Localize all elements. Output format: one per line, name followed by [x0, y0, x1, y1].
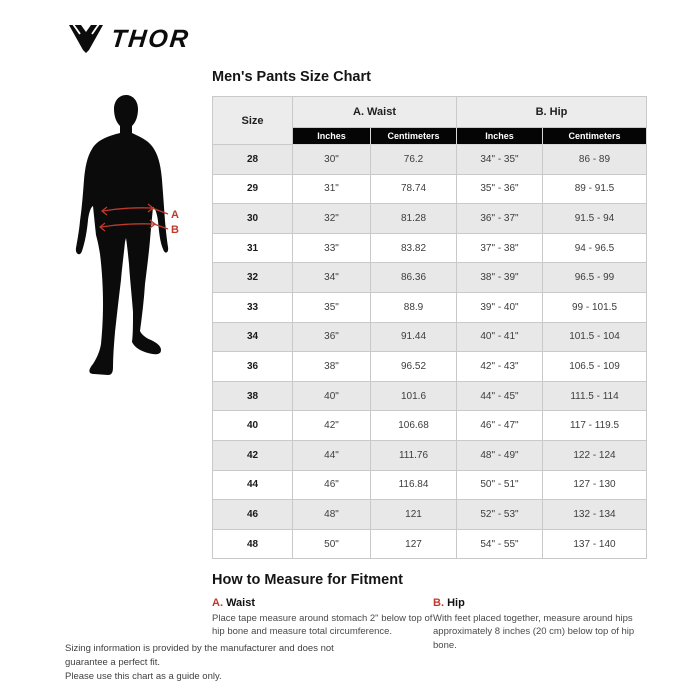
size-table-body	[213, 145, 647, 559]
waist-inches-cell: 40"	[293, 381, 371, 411]
subheader-waist-centimeters: Centimeters	[371, 128, 457, 145]
waist-cm-cell: 76.2	[371, 145, 457, 175]
hip-inches-cell: 39" - 40"	[457, 292, 543, 322]
figure-label-a: A	[171, 209, 179, 221]
hip-inches-cell: 52" - 53"	[457, 500, 543, 530]
waist-inches-cell: 30"	[293, 145, 371, 175]
subheader-waist-inches: Inches	[293, 128, 371, 145]
table-row	[213, 233, 647, 263]
measure-hip-label: Hip	[447, 597, 465, 609]
size-cell: 28	[213, 145, 293, 175]
waist-cm-cell: 111.76	[371, 440, 457, 470]
waist-inches-cell: 35"	[293, 292, 371, 322]
subheader-hip-inches: Inches	[457, 128, 543, 145]
table-row	[213, 145, 647, 175]
column-header-size: Size	[213, 97, 293, 145]
waist-cm-cell: 116.84	[371, 470, 457, 500]
hip-inches-cell: 50" - 51"	[457, 470, 543, 500]
hip-cm-cell: 137 - 140	[543, 529, 647, 559]
waist-cm-cell: 127	[371, 529, 457, 559]
waist-inches-cell: 46"	[293, 470, 371, 500]
size-cell: 46	[213, 500, 293, 530]
waist-inches-cell: 48"	[293, 500, 371, 530]
hip-cm-cell: 86 - 89	[543, 145, 647, 175]
measure-hip-prefix: B.	[433, 597, 444, 609]
table-row	[213, 322, 647, 352]
waist-cm-cell: 121	[371, 500, 457, 530]
sizing-disclaimer	[65, 642, 365, 683]
waist-cm-cell: 88.9	[371, 292, 457, 322]
table-row	[213, 529, 647, 559]
table-row	[213, 500, 647, 530]
hip-cm-cell: 122 - 124	[543, 440, 647, 470]
waist-inches-cell: 33"	[293, 233, 371, 263]
waist-cm-cell: 96.52	[371, 352, 457, 382]
size-cell: 29	[213, 174, 293, 204]
hip-inches-cell: 44" - 45"	[457, 381, 543, 411]
waist-inches-cell: 42"	[293, 411, 371, 441]
size-cell: 31	[213, 233, 293, 263]
waist-inches-cell: 31"	[293, 174, 371, 204]
measure-hip-block	[433, 597, 658, 652]
size-cell: 48	[213, 529, 293, 559]
size-cell: 30	[213, 204, 293, 234]
measure-hip-heading	[433, 597, 658, 609]
hip-cm-cell: 96.5 - 99	[543, 263, 647, 293]
size-cell: 33	[213, 292, 293, 322]
table-row	[213, 411, 647, 441]
waist-cm-cell: 86.36	[371, 263, 457, 293]
disclaimer-line-2: Please use this chart as a guide only.	[65, 670, 222, 682]
column-group-waist: A. Waist	[293, 97, 457, 128]
brand-logo	[68, 24, 190, 54]
hip-cm-cell: 99 - 101.5	[543, 292, 647, 322]
disclaimer-line-1: Sizing information is provided by the manufacturer and does not guarantee a perfect fit.	[65, 643, 334, 668]
waist-cm-cell: 78.74	[371, 174, 457, 204]
measure-waist-label: Waist	[226, 597, 255, 609]
size-cell: 34	[213, 322, 293, 352]
table-row	[213, 204, 647, 234]
waist-cm-cell: 106.68	[371, 411, 457, 441]
table-row	[213, 292, 647, 322]
hip-inches-cell: 37" - 38"	[457, 233, 543, 263]
waist-cm-cell: 91.44	[371, 322, 457, 352]
table-row	[213, 440, 647, 470]
measure-waist-description: Place tape measure around stomach 2" below top of hip bone and measure total circumference.	[212, 613, 433, 638]
column-group-hip: B. Hip	[457, 97, 647, 128]
measure-hip-description: With feet placed together, measure around hips approximately 8 inches (20 cm) below top of hip bone.	[433, 613, 635, 651]
hip-cm-cell: 111.5 - 114	[543, 381, 647, 411]
size-chart-table	[212, 96, 647, 559]
waist-inches-cell: 44"	[293, 440, 371, 470]
size-table-header	[213, 97, 647, 145]
waist-cm-cell: 101.6	[371, 381, 457, 411]
hip-inches-cell: 42" - 43"	[457, 352, 543, 382]
waist-inches-cell: 36"	[293, 322, 371, 352]
waist-cm-cell: 81.28	[371, 204, 457, 234]
hip-cm-cell: 89 - 91.5	[543, 174, 647, 204]
waist-inches-cell: 32"	[293, 204, 371, 234]
body-measurement-figure	[60, 92, 210, 378]
hip-cm-cell: 117 - 119.5	[543, 411, 647, 441]
size-cell: 38	[213, 381, 293, 411]
figure-label-b: B	[171, 224, 179, 236]
waist-inches-cell: 34"	[293, 263, 371, 293]
hip-cm-cell: 127 - 130	[543, 470, 647, 500]
table-row	[213, 381, 647, 411]
table-row	[213, 174, 647, 204]
size-cell: 44	[213, 470, 293, 500]
hip-cm-cell: 132 - 134	[543, 500, 647, 530]
hip-inches-cell: 46" - 47"	[457, 411, 543, 441]
hip-inches-cell: 34" - 35"	[457, 145, 543, 175]
hip-cm-cell: 94 - 96.5	[543, 233, 647, 263]
measure-waist-prefix: A.	[212, 597, 223, 609]
table-row	[213, 470, 647, 500]
hip-inches-cell: 40" - 41"	[457, 322, 543, 352]
thor-horns-icon	[68, 24, 104, 54]
hip-cm-cell: 101.5 - 104	[543, 322, 647, 352]
hip-inches-cell: 54" - 55"	[457, 529, 543, 559]
size-cell: 42	[213, 440, 293, 470]
hip-inches-cell: 35" - 36"	[457, 174, 543, 204]
table-row	[213, 263, 647, 293]
hip-cm-cell: 91.5 - 94	[543, 204, 647, 234]
hip-inches-cell: 36" - 37"	[457, 204, 543, 234]
subheader-hip-centimeters: Centimeters	[543, 128, 647, 145]
measure-waist-heading	[212, 597, 447, 609]
table-row	[213, 352, 647, 382]
hip-inches-cell: 38" - 39"	[457, 263, 543, 293]
measure-waist-block	[212, 597, 447, 639]
waist-inches-cell: 38"	[293, 352, 371, 382]
page-title: Men's Pants Size Chart	[212, 69, 371, 85]
size-cell: 32	[213, 263, 293, 293]
size-cell: 36	[213, 352, 293, 382]
measure-section-title: How to Measure for Fitment	[212, 572, 403, 588]
brand-logo-text: THOR	[109, 24, 192, 53]
waist-cm-cell: 83.82	[371, 233, 457, 263]
hip-cm-cell: 106.5 - 109	[543, 352, 647, 382]
waist-inches-cell: 50"	[293, 529, 371, 559]
hip-inches-cell: 48" - 49"	[457, 440, 543, 470]
male-silhouette-icon	[60, 92, 210, 378]
size-cell: 40	[213, 411, 293, 441]
